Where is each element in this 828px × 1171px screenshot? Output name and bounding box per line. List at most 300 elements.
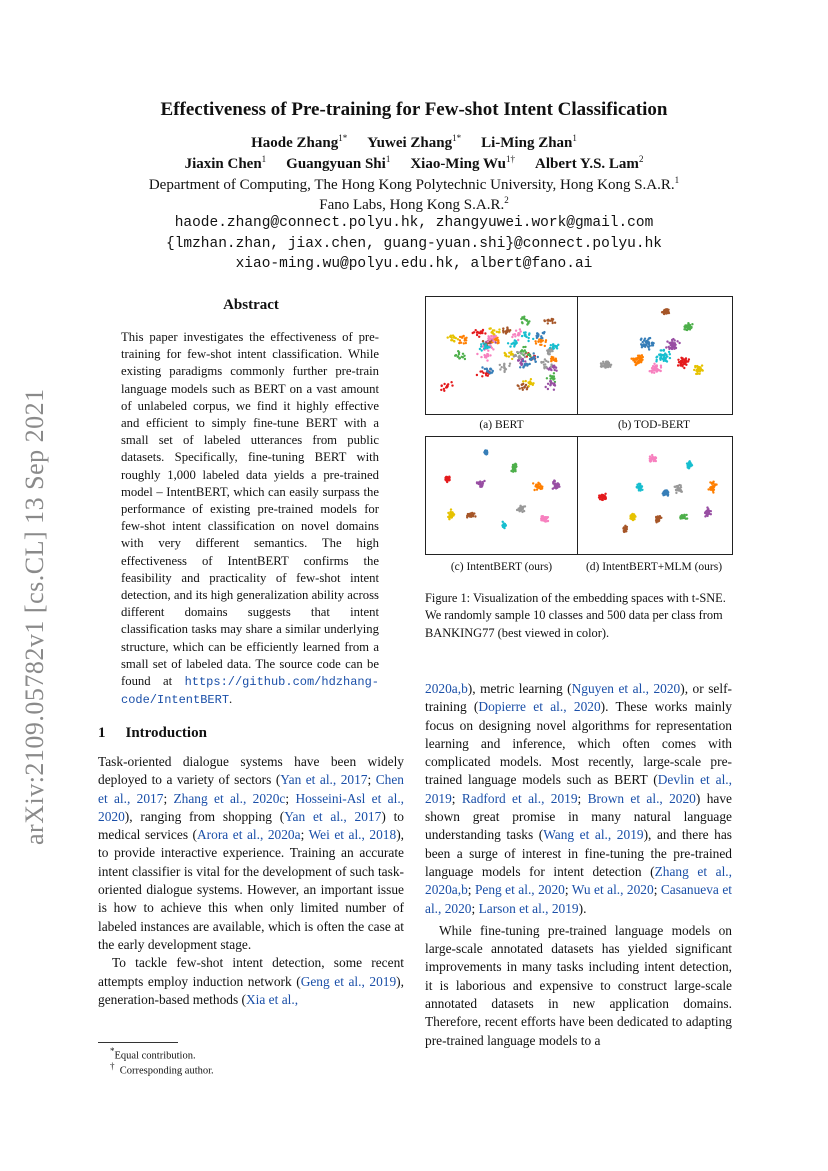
- tsne-point: [665, 354, 667, 356]
- tsne-point: [482, 372, 484, 374]
- tsne-point: [652, 368, 654, 370]
- affiliation-2-sup: 2: [504, 195, 509, 205]
- tsne-point: [524, 360, 526, 362]
- tsne-point: [688, 464, 690, 466]
- tsne-point: [452, 514, 454, 516]
- tsne-point: [546, 377, 548, 379]
- tsne-point: [707, 488, 709, 490]
- tsne-point: [536, 488, 538, 490]
- author-name: Jiaxin Chen$^1$: [184, 154, 267, 172]
- tsne-point: [528, 320, 530, 322]
- citation-link[interactable]: Xia et al.,: [246, 991, 299, 1007]
- tsne-point: [552, 322, 554, 324]
- tsne-point: [518, 351, 520, 353]
- tsne-point: [706, 506, 708, 508]
- tsne-panel-tod-bert: [577, 296, 733, 415]
- tsne-point: [550, 344, 552, 346]
- tsne-point: [529, 355, 531, 357]
- paragraph-text: ;: [467, 882, 475, 898]
- tsne-point: [549, 347, 551, 349]
- tsne-point: [528, 353, 530, 355]
- paragraph-text: ;: [564, 882, 572, 898]
- tsne-point: [550, 380, 552, 382]
- tsne-point: [479, 484, 481, 486]
- tsne-point: [648, 337, 650, 339]
- tsne-point: [499, 364, 501, 366]
- tsne-scatter-bert: [426, 297, 579, 414]
- tsne-point: [636, 359, 638, 361]
- tsne-point: [522, 317, 524, 319]
- citation-link[interactable]: Chen et al., 2017: [98, 772, 404, 806]
- tsne-point: [462, 353, 464, 355]
- tsne-point: [651, 371, 653, 373]
- paragraph-text: ). These works mainly focus on designing novel algorithms for representation learning and inference, which often comes with complicated models. Most recently, large-scale pre-trained language models such as BERT (: [425, 699, 732, 788]
- tsne-point: [553, 382, 555, 384]
- tsne-point: [550, 366, 552, 368]
- tsne-point: [514, 464, 516, 466]
- tsne-point: [450, 335, 452, 337]
- tsne-point: [544, 345, 546, 347]
- tsne-point: [534, 358, 536, 360]
- tsne-point: [664, 493, 666, 495]
- tsne-point: [661, 311, 663, 313]
- tsne-point: [481, 366, 483, 368]
- tsne-point: [494, 341, 496, 343]
- email-line-1[interactable]: haode.zhang@connect.polyu.hk, zhangyuwei.work@gmail.com: [174, 215, 654, 231]
- tsne-point: [517, 385, 519, 387]
- tsne-point: [550, 360, 552, 362]
- section-number: 1: [98, 725, 106, 741]
- tsne-point: [648, 341, 650, 343]
- tsne-point: [476, 353, 478, 355]
- author-line-1: [0, 133, 828, 152]
- tsne-point: [552, 343, 554, 345]
- citation-link[interactable]: 2020a,b: [425, 681, 468, 696]
- tsne-point: [443, 388, 445, 390]
- tsne-point: [710, 513, 712, 515]
- paragraph-text: ;: [471, 900, 479, 916]
- tsne-point: [543, 319, 545, 321]
- tsne-point: [554, 359, 556, 361]
- tsne-point: [686, 326, 688, 328]
- tsne-point: [652, 459, 654, 461]
- tsne-point: [547, 516, 549, 518]
- tsne-point: [509, 345, 511, 347]
- tsne-point: [465, 337, 467, 339]
- tsne-point: [522, 346, 524, 348]
- tsne-point: [662, 354, 664, 356]
- tsne-point: [508, 355, 510, 357]
- tsne-point: [520, 352, 522, 354]
- tsne-point: [444, 477, 446, 479]
- tsne-point: [478, 332, 480, 334]
- tsne-point: [505, 353, 507, 355]
- affiliation-1: [0, 175, 828, 194]
- tsne-point: [649, 370, 651, 372]
- tsne-point: [668, 348, 670, 350]
- tsne-point: [600, 362, 602, 364]
- tsne-point: [608, 364, 610, 366]
- tsne-point: [503, 363, 505, 365]
- tsne-point: [640, 339, 642, 341]
- tsne-point: [474, 515, 476, 517]
- footnote-corresponding-author: [110, 1061, 214, 1077]
- author-affiliation-mark: 1†: [506, 154, 516, 164]
- tsne-point: [480, 356, 482, 358]
- tsne-point: [547, 388, 549, 390]
- introduction-body: [98, 753, 404, 1009]
- tsne-point: [480, 345, 482, 347]
- tsne-point: [683, 367, 685, 369]
- tsne-point: [548, 353, 550, 355]
- tsne-point: [656, 370, 658, 372]
- tsne-point: [476, 481, 478, 483]
- tsne-point: [712, 491, 714, 493]
- citation-link[interactable]: Casanueva et al., 2020: [425, 882, 732, 916]
- citation-link[interactable]: Arora et al., 2020a: [197, 827, 301, 843]
- right-paragraph-1: [425, 680, 732, 918]
- citation-link[interactable]: Devlin et al., 2019: [425, 772, 732, 806]
- email-line-2[interactable]: {lmzhan.zhan, jiax.chen, guang-yuan.shi}@connect.polyu.hk: [166, 236, 662, 252]
- source-code-link[interactable]: https://github.com/hdzhang-code/IntentBERT: [121, 675, 379, 708]
- tsne-point: [535, 342, 537, 344]
- tsne-point: [463, 335, 465, 337]
- author-line-2: [0, 154, 828, 173]
- footnote-rule: [98, 1042, 178, 1043]
- tsne-point: [501, 366, 503, 368]
- tsne-point: [480, 343, 482, 345]
- tsne-point: [632, 519, 634, 521]
- tsne-point: [530, 378, 532, 380]
- tsne-point: [544, 363, 546, 365]
- author-name: Haode Zhang$^{1*}$: [251, 133, 348, 151]
- tsne-point: [486, 368, 488, 370]
- tsne-point: [696, 371, 698, 373]
- tsne-point: [540, 361, 542, 363]
- figure-caption: Figure 1: Visualization of the embedding spaces with t-SNE. We randomly sample 10 classes and 500 data per class from BANKING77 (best viewed in color).: [425, 591, 726, 640]
- tsne-point: [478, 336, 480, 338]
- citation-link[interactable]: Nguyen et al., 2020: [571, 681, 681, 696]
- tsne-point: [511, 358, 513, 360]
- tsne-point: [453, 340, 455, 342]
- tsne-point: [517, 356, 519, 358]
- paragraph-text: ), or self-training (: [425, 681, 732, 715]
- tsne-point: [665, 308, 667, 310]
- citation-link[interactable]: Peng et al., 2020: [474, 882, 565, 898]
- arxiv-stamp: arXiv:2109.05782v1 [cs.CL] 13 Sep 2021: [20, 388, 49, 845]
- tsne-point: [639, 484, 641, 486]
- tsne-point: [522, 350, 524, 352]
- tsne-point: [669, 353, 671, 355]
- tsne-point: [461, 356, 463, 358]
- citation-link[interactable]: Hosseini-Asl et al., 2020: [98, 790, 405, 824]
- tsne-point: [492, 348, 494, 350]
- citation-link[interactable]: Brown et al., 2020: [587, 790, 696, 806]
- tsne-point: [655, 360, 657, 362]
- section-title: Introduction: [125, 725, 207, 741]
- tsne-point: [637, 362, 639, 364]
- subcaption-a: (a) BERT: [479, 419, 524, 431]
- tsne-point: [604, 498, 606, 500]
- tsne-point: [486, 347, 488, 349]
- tsne-point: [553, 372, 555, 374]
- tsne-point: [702, 369, 704, 371]
- tsne-point: [464, 339, 466, 341]
- tsne-point: [686, 329, 688, 331]
- tsne-point: [507, 328, 509, 330]
- tsne-point: [553, 378, 555, 380]
- tsne-point: [473, 331, 475, 333]
- tsne-point: [551, 350, 553, 352]
- tsne-point: [643, 339, 645, 341]
- tsne-point: [685, 514, 687, 516]
- citation-link[interactable]: Wang et al., 2019: [543, 827, 644, 843]
- tsne-point: [537, 482, 539, 484]
- tsne-point: [602, 361, 604, 363]
- citation-link[interactable]: Wei et al., 2018: [308, 827, 397, 843]
- tsne-point: [665, 346, 667, 348]
- tsne-point: [698, 373, 700, 375]
- tsne-point: [514, 467, 516, 469]
- tsne-point: [465, 342, 467, 344]
- citation-link[interactable]: Geng et al., 2019: [300, 973, 397, 989]
- tsne-point: [540, 344, 542, 346]
- tsne-point: [676, 340, 678, 342]
- tsne-point: [448, 479, 450, 481]
- tsne-point: [519, 328, 521, 330]
- tsne-point: [517, 339, 519, 341]
- author-affiliation-mark: 1*: [338, 133, 348, 143]
- tsne-point: [553, 366, 555, 368]
- tsne-point: [605, 361, 607, 363]
- tsne-point: [524, 331, 526, 333]
- tsne-point: [602, 499, 604, 501]
- tsne-point: [553, 389, 555, 391]
- tsne-point: [525, 335, 527, 337]
- tsne-point: [540, 335, 542, 337]
- section-heading-introduction: [98, 725, 207, 742]
- tsne-point: [632, 514, 634, 516]
- tsne-point: [522, 389, 524, 391]
- tsne-point: [651, 454, 653, 456]
- tsne-point: [650, 459, 652, 461]
- tsne-scatter-tod-bert: [578, 297, 732, 414]
- tsne-point: [487, 353, 489, 355]
- paragraph-text: ), and there has been a surge of interest in fine-tuning the pre-trained language models for intent detection (: [425, 827, 733, 879]
- tsne-point: [704, 515, 706, 517]
- author-name: Guangyuan Shi$^1$: [286, 154, 391, 172]
- tsne-panel-bert: [425, 296, 580, 415]
- tsne-point: [684, 362, 686, 364]
- tsne-point: [476, 334, 478, 336]
- tsne-point: [489, 354, 491, 356]
- tsne-point: [518, 334, 520, 336]
- paragraph-text: ), metric learning (: [467, 681, 572, 696]
- tsne-point: [690, 463, 692, 465]
- tsne-point: [485, 451, 487, 453]
- tsne-point: [713, 485, 715, 487]
- tsne-point: [489, 368, 491, 370]
- paragraph-text: To tackle few-shot intent detection, some recent attempts employ induction network (: [98, 955, 404, 989]
- tsne-point: [506, 331, 508, 333]
- tsne-point: [450, 508, 452, 510]
- tsne-point: [497, 339, 499, 341]
- tsne-point: [464, 358, 466, 360]
- tsne-point: [508, 352, 510, 354]
- author-name: Li-Ming Zhan$^1$: [481, 133, 577, 151]
- author-affiliation-mark: 1*: [452, 133, 462, 143]
- tsne-point: [481, 332, 483, 334]
- tsne-point: [467, 513, 469, 515]
- tsne-point: [498, 331, 500, 333]
- tsne-point: [604, 493, 606, 495]
- tsne-point: [487, 350, 489, 352]
- tsne-point: [493, 336, 495, 338]
- tsne-point: [528, 332, 530, 334]
- citation-link[interactable]: Zhang et al., 2020c: [173, 790, 286, 806]
- tsne-point: [687, 322, 689, 324]
- tsne-point: [558, 484, 560, 486]
- tsne-point: [660, 366, 662, 368]
- tsne-panel-intentbert: [425, 436, 580, 555]
- tsne-point: [490, 327, 492, 329]
- email-line-3[interactable]: xiao-ming.wu@polyu.edu.hk, albert@fano.ai: [235, 256, 593, 272]
- tsne-point: [537, 334, 539, 336]
- citation-link[interactable]: Larson et al., 2019: [478, 900, 579, 916]
- tsne-point: [666, 360, 668, 362]
- tsne-point: [457, 356, 459, 358]
- tsne-point: [457, 338, 459, 340]
- citation-link[interactable]: Wu et al., 2020: [571, 882, 654, 898]
- abstract-end: .: [229, 692, 233, 707]
- tsne-point: [489, 371, 491, 373]
- tsne-point: [533, 489, 535, 491]
- tsne-point: [674, 486, 676, 488]
- intro-paragraph-2: [98, 954, 404, 1009]
- tsne-point: [682, 363, 684, 365]
- tsne-point: [536, 485, 538, 487]
- citation-link[interactable]: Dopierre et al., 2020: [478, 699, 601, 715]
- right-paragraph-2: While fine-tuning pre-trained language models on large-scale annotated datasets has yielded significant improvements in many tasks including intent detection, it is laborious and expensive to construct large-scale annotated datasets in new application domains. Therefore, recent efforts have been dedicated to adapting pre-trained language models to a: [425, 922, 732, 1048]
- abstract-body: [121, 329, 379, 709]
- tsne-point: [681, 361, 683, 363]
- tsne-point: [677, 485, 679, 487]
- tsne-point: [604, 365, 606, 367]
- tsne-point: [554, 322, 556, 324]
- tsne-point: [518, 510, 520, 512]
- tsne-point: [523, 353, 525, 355]
- tsne-point: [508, 330, 510, 332]
- tsne-point: [675, 492, 677, 494]
- tsne-point: [515, 340, 517, 342]
- tsne-point: [502, 525, 504, 527]
- paper-title: Effectiveness of Pre-training for Few-shot Intent Classification: [160, 99, 668, 120]
- tsne-point: [528, 337, 530, 339]
- tsne-point: [514, 333, 516, 335]
- tsne-point: [552, 348, 554, 350]
- tsne-point: [443, 383, 445, 385]
- tsne-point: [691, 323, 693, 325]
- tsne-point: [479, 348, 481, 350]
- tsne-point: [541, 516, 543, 518]
- tsne-point: [653, 456, 655, 458]
- citation-link[interactable]: Yan et al., 2017: [284, 808, 382, 824]
- abstract-text: This paper investigates the effectiveness of pre-training for few-shot intent classification. While existing paradigms commonly further pre-train language models such as BERT on a vast amount of unlabeled corpus, we find it highly effective and efficient to simply fine-tune BERT with a small set of labeled utterances from public datasets. Specifically, fine-tuning BERT with roughly 1,000 labeled data yields a pre-trained model – IntentBERT, which can easily surpass the performance of existing pre-trained models for few-shot intent classification on novel domains with very different semantics. The high effectiveness of IntentBERT confirms the feasibility and practicality of few-shot intent detection, and its high generalization ability across different domains suggests that intent classification tasks may share a similar underlying structure, which can be efficiently learned from a small set of labeled data. The source code can be found at: [121, 330, 379, 689]
- tsne-point: [679, 515, 681, 517]
- tsne-point: [484, 332, 486, 334]
- tsne-point: [459, 339, 461, 341]
- author-affiliation-mark: 1: [261, 154, 267, 164]
- footnote-text: Equal contribution.: [114, 1050, 196, 1062]
- right-column-body: [425, 680, 732, 1050]
- tsne-point: [547, 322, 549, 324]
- tsne-point: [450, 381, 452, 383]
- affiliation-1-sup: 1: [674, 175, 680, 185]
- tsne-point: [706, 513, 708, 515]
- tsne-point: [532, 338, 534, 340]
- tsne-point: [447, 336, 449, 338]
- tsne-point: [656, 364, 658, 366]
- tsne-point: [458, 351, 460, 353]
- tsne-point: [641, 344, 643, 346]
- tsne-point: [524, 356, 526, 358]
- tsne-point: [514, 342, 516, 344]
- tsne-point: [537, 356, 539, 358]
- tsne-point: [711, 482, 713, 484]
- tsne-point: [526, 319, 528, 321]
- tsne-point: [552, 482, 554, 484]
- tsne-point: [533, 352, 535, 354]
- tsne-point: [676, 489, 678, 491]
- tsne-point: [470, 516, 472, 518]
- affiliation-2-text: Fano Labs, Hong Kong S.A.R.: [319, 197, 505, 213]
- citation-link[interactable]: Zhang et al., 2020a,b: [425, 863, 732, 898]
- tsne-point: [525, 351, 527, 353]
- citation-link[interactable]: Radford et al., 2019: [461, 790, 578, 806]
- tsne-point: [549, 375, 551, 377]
- tsne-point: [542, 361, 544, 363]
- tsne-point: [648, 348, 650, 350]
- tsne-point: [650, 456, 652, 458]
- tsne-point: [503, 370, 505, 372]
- tsne-point: [663, 349, 665, 351]
- tsne-point: [633, 359, 635, 361]
- tsne-point: [542, 518, 544, 520]
- author-name: Albert Y.S. Lam$^2$: [535, 154, 644, 172]
- tsne-point: [484, 347, 486, 349]
- citation-link[interactable]: Yan et al., 2017: [280, 772, 368, 788]
- subcaption-b: (b) TOD-BERT: [617, 419, 691, 431]
- author-name: Xiao-Ming $Wu^{1\dagger}$: [410, 154, 516, 172]
- tsne-point: [453, 337, 455, 339]
- tsne-point: [527, 340, 529, 342]
- tsne-point: [460, 342, 462, 344]
- tsne-point: [663, 360, 665, 362]
- footnote-text: Corresponding author.: [119, 1065, 214, 1077]
- tsne-point: [657, 520, 659, 522]
- tsne-point: [503, 523, 505, 525]
- paragraph-text: ;: [367, 772, 376, 788]
- tsne-point: [510, 343, 512, 345]
- paragraph-text: ) to medical services (: [98, 808, 404, 843]
- tsne-point: [521, 335, 523, 337]
- tsne-point: [665, 490, 667, 492]
- tsne-point: [635, 364, 637, 366]
- tsne-point: [681, 357, 683, 359]
- tsne-point: [440, 389, 442, 391]
- tsne-point: [549, 384, 551, 386]
- tsne-point: [522, 383, 524, 385]
